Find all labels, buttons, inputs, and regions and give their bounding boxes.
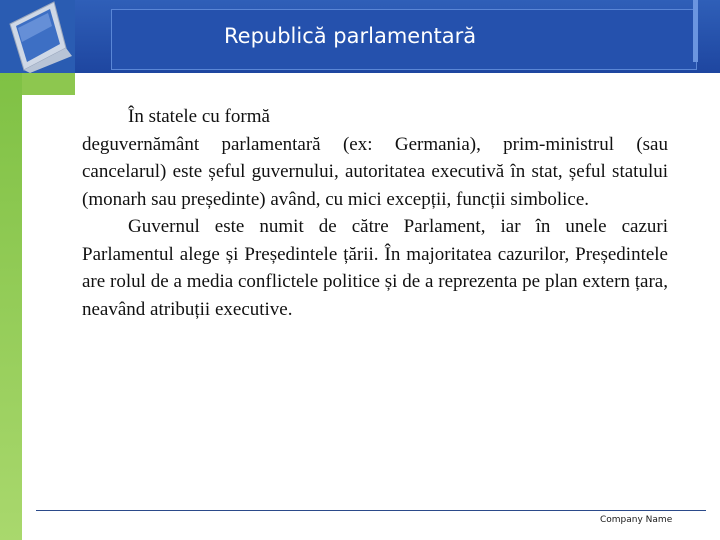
footer-company-name: Company Name bbox=[600, 515, 673, 525]
header-edge-accent bbox=[693, 0, 698, 62]
paragraph-1-first-line: În statele cu formă bbox=[128, 106, 270, 127]
computer-monitor-icon bbox=[0, 0, 75, 73]
paragraph-1: deguvernământ parlamentară (ex: Germania), prim-ministrul (sau cancelarul) este șeful guvernului, autoritatea executivă în stat, șeful statului (monarh sau președinte) având, cu mici excepții, funcții simbolice. bbox=[82, 133, 668, 210]
sidebar-bar bbox=[0, 73, 22, 540]
paragraph-2: Guvernul este numit de către Parlament, iar în unele cazuri Parlamentul alege și Președintele țării. În majoritatea cazurilor, Președintele are rolul de a media conflictele politice și de a reprezenta pe plan extern țara, neavând atribuții executive. bbox=[82, 216, 668, 320]
logo bbox=[0, 0, 75, 73]
footer-divider bbox=[36, 510, 706, 511]
slide-body bbox=[82, 103, 668, 323]
slide-title: Republică parlamentară bbox=[224, 24, 477, 48]
